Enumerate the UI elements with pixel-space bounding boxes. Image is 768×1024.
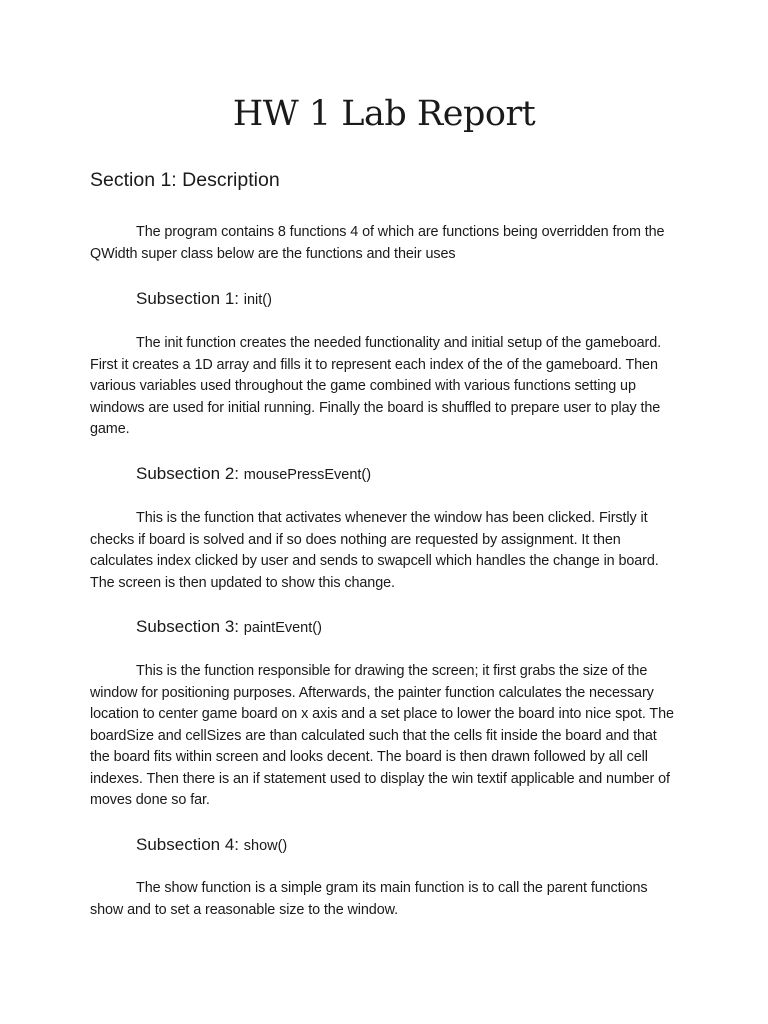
subsection-1-label: Subsection 1: [136, 289, 240, 308]
subsection-3-heading [136, 615, 322, 640]
subsection-1-heading [136, 287, 272, 312]
section-1-intro: The program contains 8 functions 4 of which are functions being overridden from the QWidth super class below are the functions and their uses [90, 224, 665, 262]
subsection-4-label: Subsection 4: [136, 835, 240, 854]
subsection-1-body: The init function creates the needed functionality and initial setup of the gameboard. First it creates a 1D array and fills it to represent each index of the of the gameboard. Then various variables used throughout the game combined with various functions setting up windows are used for initial running. Finally the board is shuffled to prepare user to play the game. [90, 335, 661, 437]
subsection-2-body: This is the function that activates whenever the window has been clicked. Firstly it checks if board is solved and if so does nothing are requested by assignment. It then calculates index clicked by user and sends to swapcell which handles the change in board. The screen is then updated to show this change. [90, 510, 659, 591]
subsection-2-label: Subsection 2: [136, 464, 240, 483]
subsection-4-heading [136, 833, 287, 858]
subsection-3-function: paintEvent() [243, 620, 322, 636]
subsection-2-function: mousePressEvent() [243, 467, 372, 483]
subsection-2-heading [136, 462, 371, 487]
subsection-4-body: The show function is a simple gram its main function is to call the parent functions show and to set a reasonable size to the window. [90, 880, 648, 918]
section-1-heading: Section 1: Description [90, 169, 280, 191]
subsection-3-label: Subsection 3: [136, 617, 240, 636]
document-title: HW 1 Lab Report [232, 94, 536, 134]
subsection-4-function: show() [243, 838, 288, 854]
subsection-1-function: init() [243, 292, 272, 308]
subsection-3-body: This is the function responsible for drawing the screen; it first grabs the size of the window for positioning purposes. Afterwards, the painter function calculates the necessary location to center game board on x axis and a set place to lower the board into nice spot. The boardSize and cellSizes are than calculated such that the cells fit inside the board and that the board fits within screen and looks decent. The board is then drawn followed by all cell indexes. Then there is an if statement used to display the win textif applicable and number of moves done so far. [90, 663, 674, 808]
